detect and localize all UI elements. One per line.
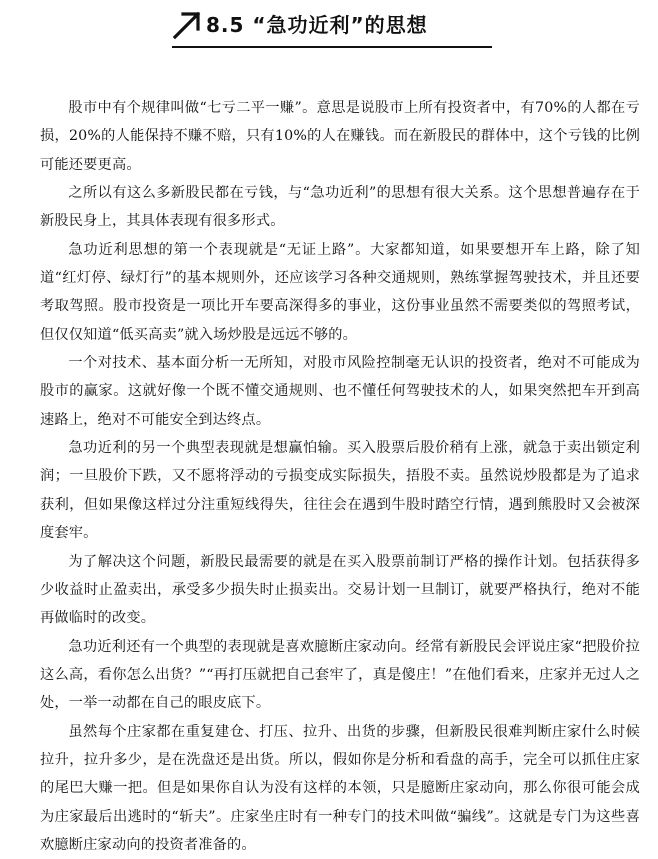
paragraph: 虽然每个庄家都在重复建仓、打压、拉升、出货的步骤，但新股民很难判断庄家什么时候拉升，拉升多少，是在洗盘还是出货。所以，假如你是分析和看盘的高手，完全可以抓住庄家的尾巴大赚一把。但是如果你自认为没有这样的本领，只是臆断庄家动向，那么你很可能会成为庄家最后出逃时的“斩夫”。庄家坐庄时有一种专门的技术叫做“骗线”。这就是专门为这些喜欢臆断庄家动向的投资者准备的。 [40, 723, 640, 853]
paragraph: 急功近利还有一个典型的表现就是喜欢臆断庄家动向。经常有新股民会评说庄家“把股价拉这么高，看你怎么出货？”“再打压就把自己套牢了，真是傻庄！”在他们看来，庄家并无过人之处，一举一动都在自己的眼皮底下。 [40, 638, 640, 712]
paragraph: 股市中有个规律叫做“七亏二平一赚”。意思是说股市上所有投资者中，有70%的人都在亏损，20%的人能保持不赚不赔，只有10%的人在赚钱。而在新股民的群体中，这个亏钱的比例可能还要更高。 [40, 100, 640, 173]
paragraph: 急功近利思想的第一个表现就是“无证上路”。大家都知道，如果要想开车上路，除了知道“红灯停、绿灯行”的基本规则外，还应该学习各种交通规则，熟练掌握驾驶技术，并且还要考取驾照。股市投资是一项比开车要高深得多的事业，这份事业虽然不需要类似的驾照考试，但仅仅知道“低买高卖”就入场炒股是远远不够的。 [40, 241, 640, 343]
paragraph: 急功近利的另一个典型表现就是想赢怕输。买入股票后股价稍有上涨，就急于卖出锁定利润；一旦股价下跌，又不愿将浮动的亏损变成实际损失，捂股不卖。虽然说炒股都是为了追求获利，但如果像这样过分注重短线得失，往往会在遇到牛股时踏空行情，遇到熊股时又会被深度套牢。 [40, 440, 640, 542]
paragraph: 为了解决这个问题，新股民最需要的就是在买入股票前制订严格的操作计划。包括获得多少收益时止盈卖出，承受多少损失时止损卖出。交易计划一旦制订，就要严格执行，绝对不能再做临时的改变。 [40, 553, 640, 627]
paragraph: 之所以有这么多新股民都在亏钱，与“急功近利”的思想有很大关系。这个思想普遍存在于新股民身上，其具体表现有很多形式。 [40, 185, 640, 230]
corner-arrow-icon [172, 10, 202, 40]
body-text [40, 94, 640, 859]
section-heading [172, 8, 492, 48]
section-title: 8.5 “急功近利”的思想 [206, 13, 428, 37]
paragraph: 一个对技术、基本面分析一无所知，对股市风险控制毫无认识的投资者，绝对不可能成为股市的赢家。这就好像一个既不懂交通规则、也不懂任何驾驶技术的人，如果突然把车开到高速路上，绝对不可能安全到达终点。 [40, 355, 640, 428]
